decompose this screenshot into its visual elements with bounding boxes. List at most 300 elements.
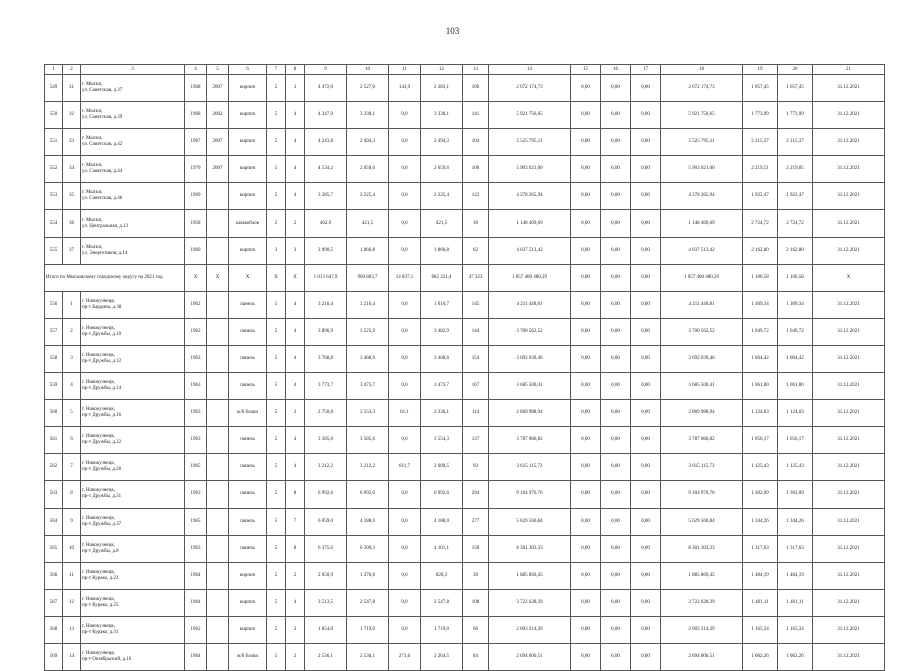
table-cell: 554 <box>45 210 63 237</box>
table-cell: 5 921 756,65 <box>661 102 743 129</box>
table-cell: кирпич <box>229 616 267 643</box>
table-cell: 551 <box>45 129 63 156</box>
table-cell: 0,00 <box>631 345 661 372</box>
table-cell: 1963 <box>185 345 207 372</box>
table-cell: 3 513,5 <box>305 589 347 616</box>
total-cell: 0,00 <box>571 264 601 291</box>
table-cell: 1 061,00 <box>743 373 778 400</box>
table-cell: 2 <box>267 210 286 237</box>
table-cell: 1 922,47 <box>743 183 778 210</box>
table-cell: 1 165,34 <box>778 616 813 643</box>
table-cell: 1 773,99 <box>743 102 778 129</box>
table-cell: 0,00 <box>601 237 631 264</box>
table-cell: 2007 <box>207 129 229 156</box>
table-cell <box>207 345 229 372</box>
table-cell: 2 215,37 <box>743 129 778 156</box>
table-cell: 1963 <box>185 481 207 508</box>
table-cell: 0,00 <box>571 373 601 400</box>
table-cell: 6 <box>63 427 81 454</box>
table-cell: 2 264,5 <box>421 643 463 670</box>
table-cell: 1 056,17 <box>778 427 813 454</box>
table-cell: 93 <box>463 454 489 481</box>
table-cell: 1967 <box>185 129 207 156</box>
table-cell: 3 212,2 <box>347 454 389 481</box>
table-cell: 0,00 <box>601 427 631 454</box>
table-cell: 5 <box>267 183 286 210</box>
column-number: 2 <box>63 65 81 75</box>
address-cell: г. Мыски, ул. Советская, д.39 <box>81 102 185 129</box>
table-cell: 5 525 795,11 <box>661 129 743 156</box>
table-cell: 137 <box>463 427 489 454</box>
total-cell: 1 100,58 <box>778 264 813 291</box>
table-cell: 1962 <box>185 291 207 318</box>
table-cell: 0,00 <box>601 400 631 427</box>
table-cell: панель <box>229 481 267 508</box>
table-cell: 10 <box>63 535 81 562</box>
column-number: 10 <box>347 65 389 75</box>
table-cell: 3 692 039,46 <box>489 345 571 372</box>
table-cell: 0,00 <box>571 535 601 562</box>
table-cell: 3 338,1 <box>347 102 389 129</box>
table-cell: 104 <box>463 129 489 156</box>
table-cell: 5 629 560,84 <box>661 508 743 535</box>
table-cell: 0,00 <box>631 400 661 427</box>
table-cell: 4 <box>286 373 305 400</box>
table-cell: 1 <box>63 291 81 318</box>
table-row <box>45 210 885 237</box>
address-cell: г. Новокузнецк, пр-т Дружбы, д.14 <box>81 373 185 400</box>
table-cell: 1 148 469,69 <box>489 210 571 237</box>
table-cell: 1 124,03 <box>778 400 813 427</box>
table-cell: 2 672 174,73 <box>489 75 571 102</box>
table-cell: 0,00 <box>631 129 661 156</box>
table-cell: 62 <box>463 237 489 264</box>
table-cell: 0,0 <box>389 102 421 129</box>
table-cell: 3 216,4 <box>347 291 389 318</box>
table-cell: 2 225,4 <box>347 183 389 210</box>
table-cell: 1 344,26 <box>778 508 813 535</box>
table-cell: 8 <box>286 535 305 562</box>
table-row <box>45 102 885 129</box>
column-number: 16 <box>601 65 631 75</box>
table-cell: 3 692 039,46 <box>661 345 743 372</box>
table-cell: 5 <box>267 508 286 535</box>
table-cell <box>207 210 229 237</box>
table-row <box>45 562 885 589</box>
column-number: 1 <box>45 65 63 75</box>
table-cell: 2 536,1 <box>305 643 347 670</box>
table-cell: 0,00 <box>631 535 661 562</box>
table-cell: 0,00 <box>571 643 601 670</box>
table-row <box>45 183 885 210</box>
table-cell: 5 <box>267 535 286 562</box>
table-cell: 0,00 <box>571 318 601 345</box>
table-cell: 0,0 <box>389 291 421 318</box>
table-cell: 2 162,80 <box>778 237 813 264</box>
page-number: 103 <box>445 26 460 36</box>
table-cell: 154 <box>463 345 489 372</box>
table-cell: 0,00 <box>601 156 631 183</box>
table-cell: 6 375,6 <box>305 535 347 562</box>
table-cell: 31.12.2021 <box>813 589 885 616</box>
table-cell: 3 615 115,73 <box>661 454 743 481</box>
table-cell: 4 <box>286 589 305 616</box>
table-cell: 1 057,45 <box>778 75 813 102</box>
table-cell: 564 <box>45 508 63 535</box>
table-cell: 1960 <box>185 237 207 264</box>
table-row <box>45 400 885 427</box>
address-cell: г. Новокузнецк, пр-т Дружбы, д.16 <box>81 400 185 427</box>
table-cell: 4 <box>286 102 305 129</box>
table-cell: 2 003 214,39 <box>489 616 571 643</box>
table-cell: 4 211 440,81 <box>661 291 743 318</box>
table-cell: 0,00 <box>631 562 661 589</box>
table-cell: 549 <box>45 75 63 102</box>
table-cell: 0,00 <box>601 535 631 562</box>
table-cell: 145 <box>463 291 489 318</box>
table-cell: 1 049,72 <box>778 318 813 345</box>
table-cell: 0,00 <box>571 400 601 427</box>
table-cell: 1 124,03 <box>743 400 778 427</box>
table-cell: 0,0 <box>389 373 421 400</box>
table-cell: 0,00 <box>631 427 661 454</box>
column-number: 9 <box>305 65 347 75</box>
table-cell: 3 473,7 <box>421 373 463 400</box>
total-cell: 960 803,7 <box>347 264 389 291</box>
table-cell: 0,00 <box>631 643 661 670</box>
table-cell: 3 212,2 <box>305 454 347 481</box>
table-cell: 31.12.2021 <box>813 210 885 237</box>
table-cell: 2 694 000,51 <box>489 643 571 670</box>
column-number: 19 <box>743 65 778 75</box>
table-cell: 4 278 265,94 <box>661 183 743 210</box>
table-cell: 557 <box>45 318 63 345</box>
table-cell: 0,00 <box>601 481 631 508</box>
table-cell: 1963 <box>185 400 207 427</box>
table-cell: 1 461,11 <box>778 589 813 616</box>
table-cell: 106 <box>463 75 489 102</box>
table-cell: 566 <box>45 562 63 589</box>
table-cell: 421,5 <box>421 210 463 237</box>
table-cell: 32 <box>63 102 81 129</box>
table-cell: 562 <box>45 454 63 481</box>
table-cell: 553 <box>45 183 63 210</box>
table-cell: 0,0 <box>389 183 421 210</box>
table-cell <box>207 427 229 454</box>
table-cell: кирпич <box>229 129 267 156</box>
table-cell: 0,00 <box>601 75 631 102</box>
table-cell: 3 773,7 <box>305 373 347 400</box>
table-cell: 5 <box>63 400 81 427</box>
table-cell: кирпич <box>229 75 267 102</box>
table-cell: 0,00 <box>571 156 601 183</box>
table-cell: 3 787 066,82 <box>489 427 571 454</box>
table-cell: 3 216,4 <box>305 291 347 318</box>
table-cell: 3 768,8 <box>305 345 347 372</box>
table-cell: 8 301 303,33 <box>489 535 571 562</box>
address-cell: г. Новокузнецк, пр-т Дружбы, д.10 <box>81 318 185 345</box>
table-row <box>45 508 885 535</box>
table-cell: 114 <box>463 400 489 427</box>
table-cell: 2 219,85 <box>778 156 813 183</box>
table-cell: панель <box>229 427 267 454</box>
table-cell: 3 <box>286 400 305 427</box>
table-cell: 3 722 628,39 <box>489 589 571 616</box>
table-cell: 3 554,3 <box>421 427 463 454</box>
table-cell: 0,0 <box>389 562 421 589</box>
table-cell: 8 301 303,33 <box>661 535 743 562</box>
table-cell: 31.12.2021 <box>813 102 885 129</box>
table-cell: 0,00 <box>601 589 631 616</box>
table-cell: 550 <box>45 102 63 129</box>
table-cell: 1 270,6 <box>347 562 389 589</box>
column-number: 15 <box>571 65 601 75</box>
table-cell: 4 472,0 <box>305 75 347 102</box>
table-cell: 106 <box>463 156 489 183</box>
table-cell: 2 750,8 <box>305 400 347 427</box>
table-cell: 0,0 <box>389 508 421 535</box>
table-cell: 3 685 500,41 <box>661 373 743 400</box>
table-cell: 1 302,09 <box>743 481 778 508</box>
table-cell: 3 700 562,52 <box>661 318 743 345</box>
total-row <box>45 264 885 291</box>
address-cell: г. Мыски, ул. Энергетиков, д.14 <box>81 237 185 264</box>
table-cell: 0,00 <box>631 156 661 183</box>
table-cell: 2 <box>63 318 81 345</box>
column-number-row <box>45 65 885 75</box>
table-cell: 2 <box>286 562 305 589</box>
total-cell: 1 057 400 480,29 <box>489 264 571 291</box>
table-cell: 30 <box>463 562 489 589</box>
table-cell: 3 473,7 <box>347 373 389 400</box>
address-cell: г. Мыски, ул. Советская, д.46 <box>81 183 185 210</box>
table-cell: 611,7 <box>389 454 421 481</box>
table-cell: 0,00 <box>571 210 601 237</box>
table-cell: 0,00 <box>601 373 631 400</box>
table-cell: 1 885 869,45 <box>661 562 743 589</box>
table-cell: кирпич <box>229 589 267 616</box>
table-cell: 5 <box>267 400 286 427</box>
table-cell: 9 104 970,76 <box>489 481 571 508</box>
table-cell: 6 992,6 <box>421 481 463 508</box>
column-number: 11 <box>389 65 421 75</box>
table-cell <box>207 291 229 318</box>
total-cell: X <box>267 264 286 291</box>
column-number: 4 <box>185 65 207 75</box>
table-cell: 2 869 988,94 <box>661 400 743 427</box>
column-number: 12 <box>421 65 463 75</box>
table-cell: 421,5 <box>347 210 389 237</box>
table-cell: 31.12.2021 <box>813 373 885 400</box>
table-cell: 5 903 021,00 <box>489 156 571 183</box>
table-cell: 7 <box>286 508 305 535</box>
table-cell: 9 104 970,76 <box>661 481 743 508</box>
address-cell: г. Новокузнецк, пр-т Курако, д.23 <box>81 562 185 589</box>
table-cell <box>207 508 229 535</box>
table-cell: 1 057,45 <box>743 75 778 102</box>
table-cell: 0,00 <box>571 237 601 264</box>
address-cell: г. Новокузнецк, пр-т Курако, д.25 <box>81 589 185 616</box>
table-cell: 31.12.2021 <box>813 129 885 156</box>
table-cell: 277 <box>463 508 489 535</box>
table-cell: 1963 <box>185 427 207 454</box>
table-cell: 9 <box>63 508 81 535</box>
table-cell: 0,00 <box>631 75 661 102</box>
table-row <box>45 481 885 508</box>
address-cell: г. Новокузнецк, пр-т Курако, д.31 <box>81 616 185 643</box>
table-cell: 1 866,8 <box>347 237 389 264</box>
table-cell: 3 <box>267 237 286 264</box>
table-cell <box>207 183 229 210</box>
table-cell: 4 211 440,81 <box>489 291 571 318</box>
table-cell: 3 585,6 <box>347 427 389 454</box>
table-cell: 0,0 <box>389 318 421 345</box>
table-cell: кирпич <box>229 102 267 129</box>
table-cell: ж/б блоки <box>229 643 267 670</box>
address-cell: г. Новокузнецк, пр-т Дружбы, д.22 <box>81 427 185 454</box>
column-number: 18 <box>661 65 743 75</box>
table-cell: 5 <box>267 345 286 372</box>
table-cell: 1 317,63 <box>743 535 778 562</box>
table-cell: 0,00 <box>571 102 601 129</box>
table-cell: 4 278 265,94 <box>489 183 571 210</box>
table-cell: 3 685 500,41 <box>489 373 571 400</box>
column-number: 14 <box>489 65 571 75</box>
table-cell: 6 992,6 <box>347 481 389 508</box>
table-cell <box>207 643 229 670</box>
table-cell: 36 <box>63 210 81 237</box>
table-cell: 2 600,5 <box>421 454 463 481</box>
table-cell: 4 <box>286 427 305 454</box>
table-cell <box>207 562 229 589</box>
total-cell: 47 323 <box>463 264 489 291</box>
table-cell: 31.12.2021 <box>813 643 885 670</box>
table-cell: 2 050,9 <box>305 562 347 589</box>
table-cell: 84 <box>463 643 489 670</box>
column-number: 6 <box>229 65 267 75</box>
table-cell: 4 <box>286 129 305 156</box>
table-cell: 3 585,6 <box>305 427 347 454</box>
table-cell <box>207 535 229 562</box>
table-cell: 6 059,0 <box>305 508 347 535</box>
total-cell: 1 057 400 480,29 <box>661 264 743 291</box>
address-cell: г. Новокузнецк, пр-т Дружбы, д.37 <box>81 508 185 535</box>
table-cell: 0,0 <box>389 616 421 643</box>
table-cell: 0,00 <box>631 508 661 535</box>
table-cell: кирпич <box>229 237 267 264</box>
table-cell: 0,00 <box>601 102 631 129</box>
table-cell: 0,00 <box>631 237 661 264</box>
table-cell: 3 615 115,73 <box>489 454 571 481</box>
table-cell: 2 003 214,39 <box>661 616 743 643</box>
table-cell: 2002 <box>207 102 229 129</box>
table-cell: 31.12.2021 <box>813 400 885 427</box>
table-cell: 31.12.2021 <box>813 75 885 102</box>
table-cell: 8 <box>286 481 305 508</box>
column-number: 7 <box>267 65 286 75</box>
table-cell: 4 243,8 <box>305 129 347 156</box>
table-cell: 2 215,37 <box>778 129 813 156</box>
table-cell: 1964 <box>185 562 207 589</box>
table-cell: 5 525 795,11 <box>489 129 571 156</box>
table-cell: шлакоблок <box>229 210 267 237</box>
table-cell: 31.12.2021 <box>813 345 885 372</box>
table-cell: 34 <box>63 156 81 183</box>
column-number: 8 <box>286 65 305 75</box>
table-cell: 3 722 628,39 <box>661 589 743 616</box>
table-row <box>45 291 885 318</box>
table-cell: 3 338,1 <box>421 102 463 129</box>
table-cell: 2 494,3 <box>347 129 389 156</box>
table-cell: 8 <box>63 481 81 508</box>
table-cell: 0,00 <box>601 454 631 481</box>
table-cell: 5 <box>267 616 286 643</box>
table-cell: 5 <box>267 156 286 183</box>
table-cell: 2 219,51 <box>743 156 778 183</box>
table-cell: 1 148 469,69 <box>661 210 743 237</box>
table-cell: 4 <box>286 291 305 318</box>
table-cell: 2007 <box>207 156 229 183</box>
table-row <box>45 156 885 183</box>
table-row <box>45 318 885 345</box>
address-cell: г. Мыски, ул. Советская, д.37 <box>81 75 185 102</box>
table-cell: 14 <box>63 643 81 670</box>
table-cell: 2 225,4 <box>421 183 463 210</box>
table-cell <box>207 237 229 264</box>
table-cell: 4 534,2 <box>305 156 347 183</box>
total-cell: X <box>813 264 885 291</box>
total-cell: X <box>229 264 267 291</box>
table-cell: кирпич <box>229 183 267 210</box>
column-number: 21 <box>813 65 885 75</box>
table-cell: 31.12.2021 <box>813 237 885 264</box>
table-cell: 1963 <box>185 318 207 345</box>
table-cell: 5 <box>267 318 286 345</box>
table-cell: ж/б блоки <box>229 400 267 427</box>
table-cell: 1963 <box>185 373 207 400</box>
table-cell: 0,00 <box>571 562 601 589</box>
table-cell: 2 659,6 <box>421 156 463 183</box>
table-cell: 294 <box>463 481 489 508</box>
table-cell: 1 064,42 <box>743 345 778 372</box>
table-cell: 1 866,8 <box>421 237 463 264</box>
total-cell: 882 221,4 <box>421 264 463 291</box>
table-row <box>45 345 885 372</box>
table-cell: 0,00 <box>601 508 631 535</box>
table-cell: 0,00 <box>571 183 601 210</box>
table-cell: 560 <box>45 400 63 427</box>
table-cell: 4 188,0 <box>347 508 389 535</box>
table-cell: 31.12.2021 <box>813 183 885 210</box>
table-cell: 1 064,42 <box>778 345 813 372</box>
table-cell: 1 885 869,45 <box>489 562 571 589</box>
table-cell: 0,00 <box>601 183 631 210</box>
table-cell: 5 <box>267 481 286 508</box>
table-row <box>45 373 885 400</box>
table-cell: 559 <box>45 373 63 400</box>
table-cell: 2 536,1 <box>347 643 389 670</box>
table-cell: 5 <box>267 129 286 156</box>
table-cell: 5 <box>267 75 286 102</box>
address-cell: г. Новокузнецк, пр-т Бардина, д.38 <box>81 291 185 318</box>
column-number: 17 <box>631 65 661 75</box>
table-cell: 1969 <box>185 183 207 210</box>
table-cell: 0,00 <box>571 454 601 481</box>
table-cell: 2 090,5 <box>305 237 347 264</box>
table-cell: 1 344,26 <box>743 508 778 535</box>
table-cell: 1 056,17 <box>743 427 778 454</box>
table-cell <box>207 318 229 345</box>
